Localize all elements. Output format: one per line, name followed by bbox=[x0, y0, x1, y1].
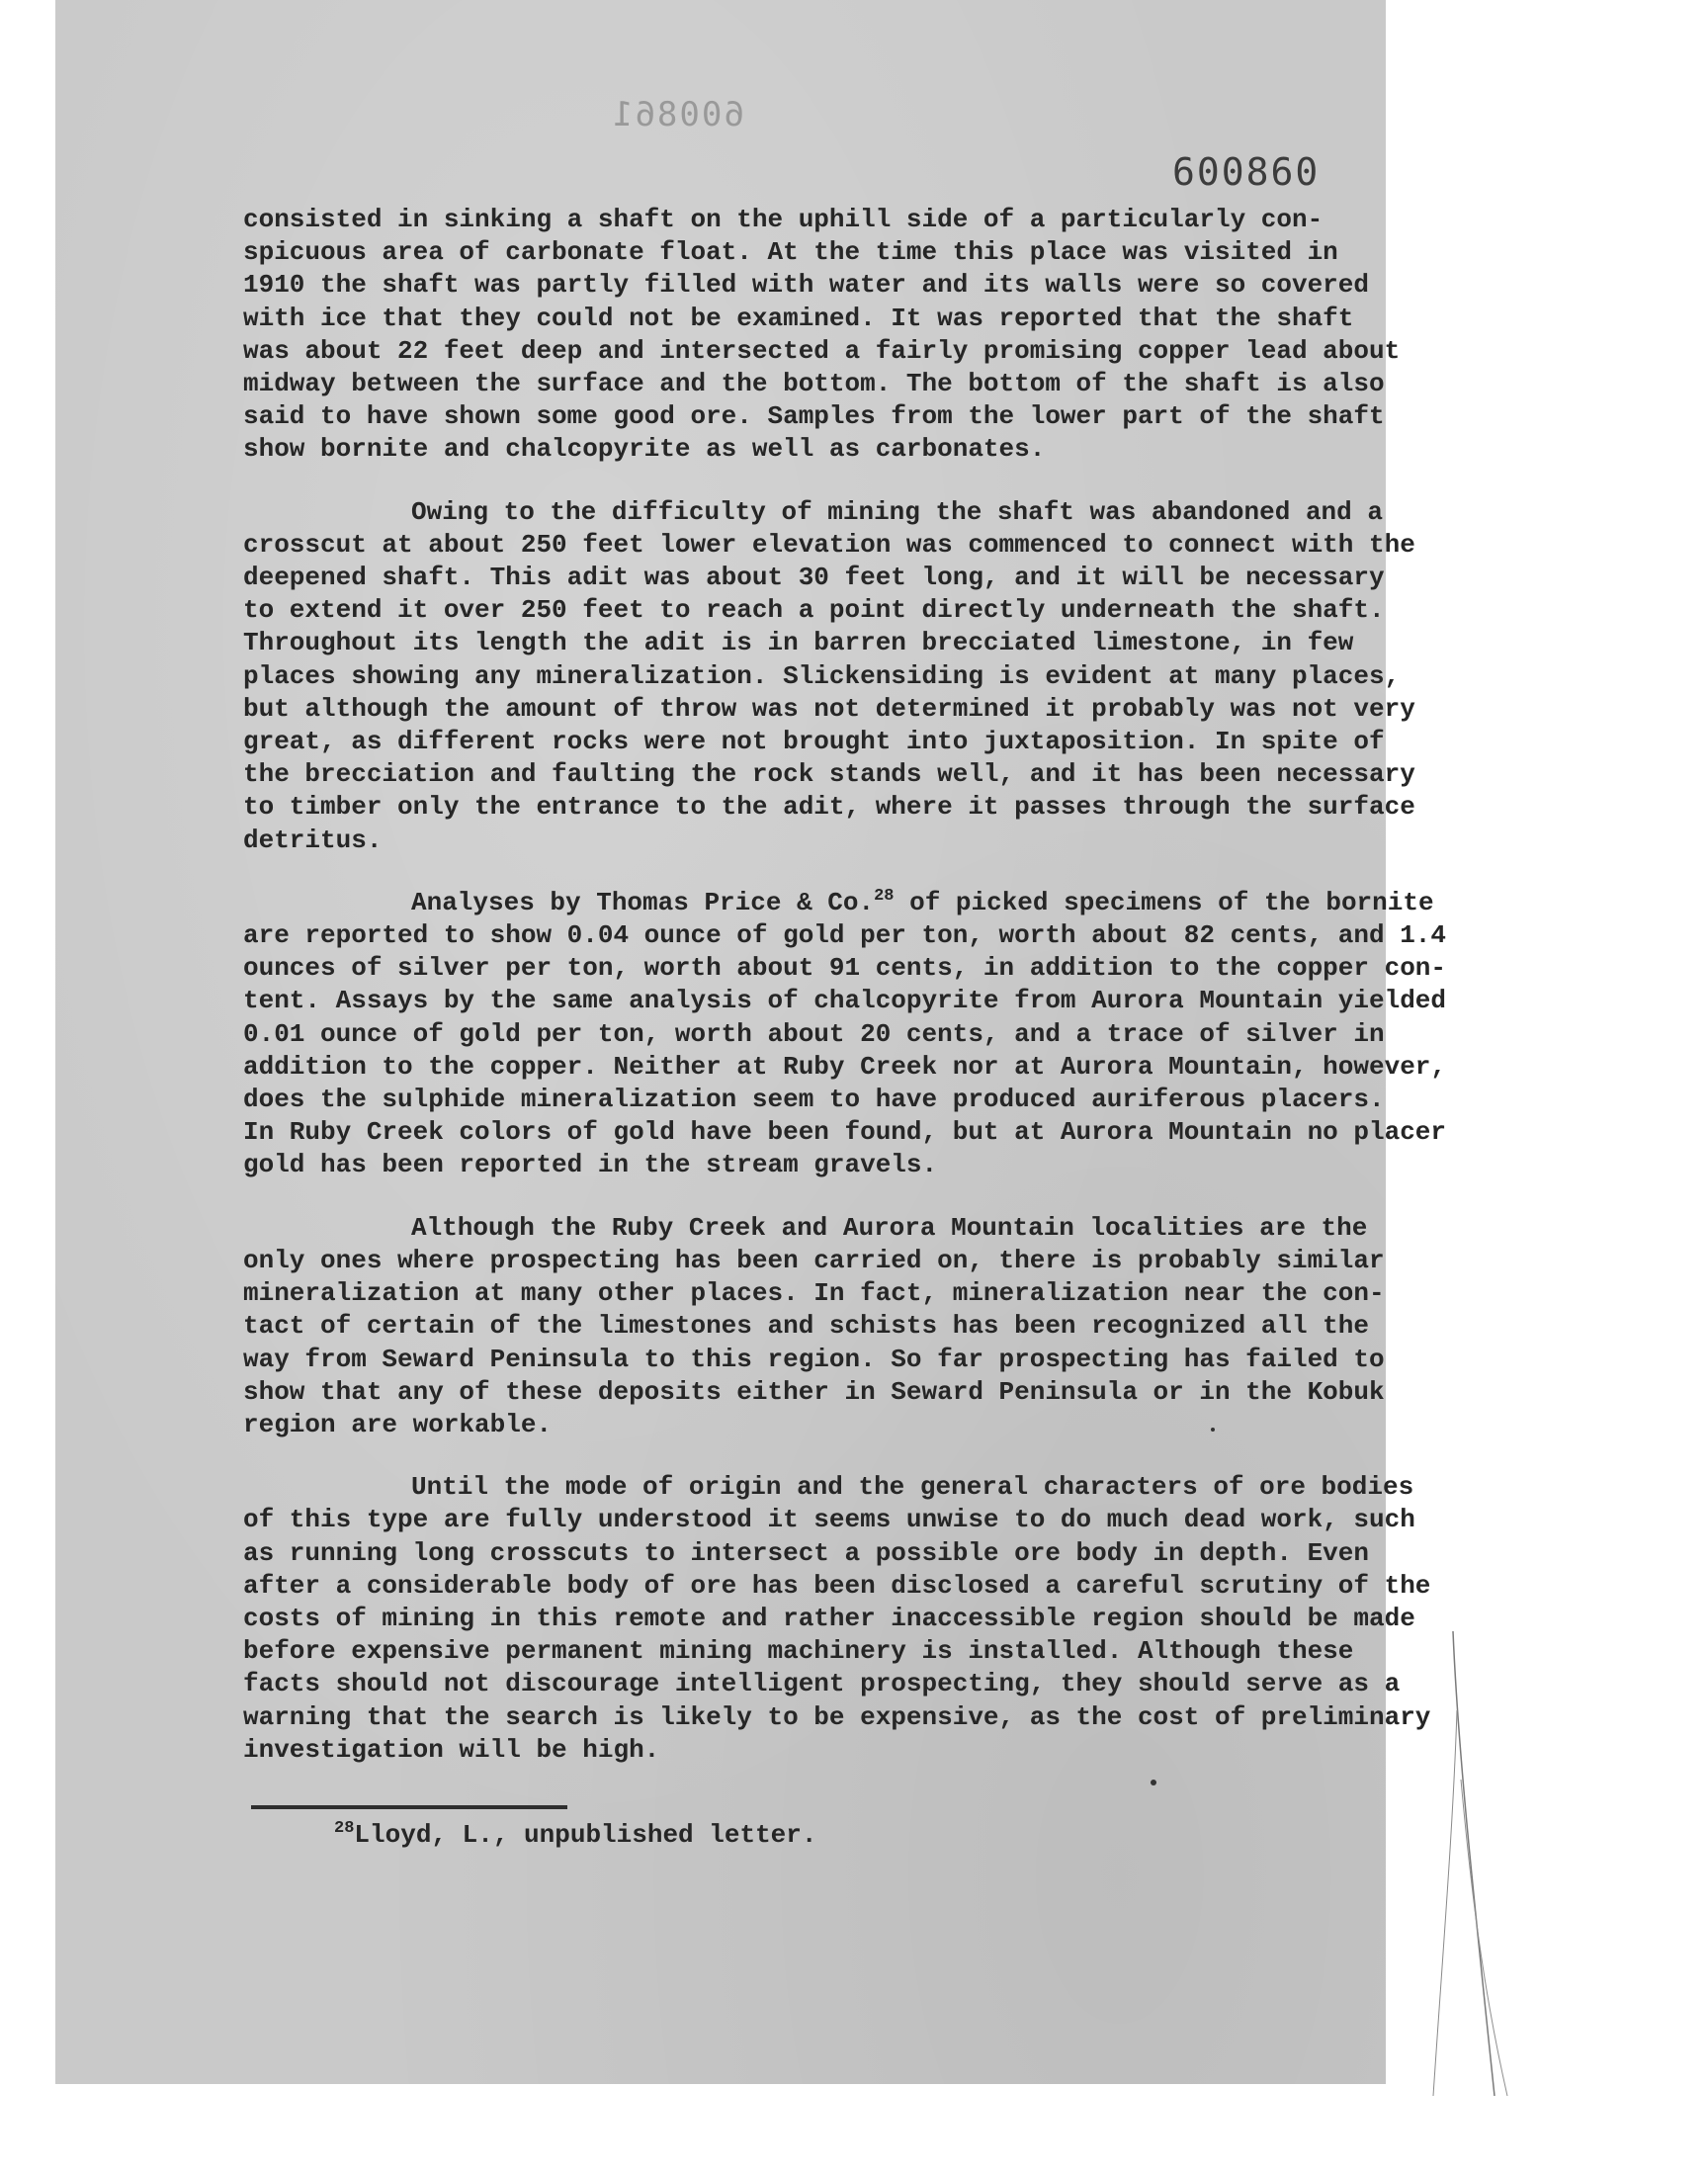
footnote-reference: 28 bbox=[874, 886, 895, 906]
text-line: was about 22 feet deep and intersected a fairly promising copper lead about bbox=[243, 335, 1401, 366]
text-line: with ice that they could not be examined. It was reported that the shaft bbox=[243, 303, 1354, 333]
text-line: midway between the surface and the bottom. The bottom of the shaft is also bbox=[243, 369, 1385, 399]
text-line: tact of certain of the limestones and schists has been recognized all the bbox=[243, 1311, 1369, 1342]
text-line: 1910 the shaft was partly filled with water and its walls were so covered bbox=[243, 270, 1369, 301]
paragraph-4 bbox=[243, 1212, 1558, 1441]
text-segment: Analyses by Thomas Price & Co. bbox=[411, 887, 875, 917]
footnote bbox=[334, 1819, 816, 1852]
text-line: tent. Assays by the same analysis of chalcopyrite from Aurora Mountain yielded bbox=[243, 986, 1446, 1016]
text-line: In Ruby Creek colors of gold have been found, but at Aurora Mountain no placer bbox=[243, 1117, 1446, 1148]
footnote-marker: 28 bbox=[334, 1819, 355, 1838]
text-line: crosscut at about 250 feet lower elevation was commenced to connect with the bbox=[243, 529, 1415, 560]
text-line: show that any of these deposits either in Seward Peninsula or in the Kobuk bbox=[243, 1376, 1385, 1407]
paper-crease-marks bbox=[1413, 1631, 1512, 2096]
ink-speck bbox=[1151, 1780, 1156, 1785]
text-line: said to have shown some good ore. Samples from the lower part of the shaft bbox=[243, 401, 1385, 432]
text-line: are reported to show 0.04 ounce of gold per ton, worth about 82 cents, and 1.4 bbox=[243, 920, 1446, 951]
text-line: Although the Ruby Creek and Aurora Mountain localities are the bbox=[411, 1212, 1368, 1243]
text-line: Throughout its length the adit is in barren brecciated limestone, in few bbox=[243, 628, 1354, 658]
text-line: does the sulphide mineralization seem to have produced auriferous placers. bbox=[243, 1085, 1385, 1115]
text-line-with-footnote-ref bbox=[243, 887, 1558, 919]
paragraph-5 bbox=[243, 1471, 1558, 1767]
text-line: deepened shaft. This adit was about 30 feet long, and it will be necessary bbox=[243, 563, 1385, 593]
footnote-text: Lloyd, L., unpublished letter. bbox=[354, 1820, 817, 1850]
text-line: facts should not discourage intelligent prospecting, they should serve as a bbox=[243, 1669, 1401, 1699]
text-line: 0.01 ounce of gold per ton, worth about 20 cents, and a trace of silver in bbox=[243, 1018, 1385, 1049]
text-line: spicuous area of carbonate float. At the time this place was visited in bbox=[243, 237, 1338, 268]
text-line: detritus. bbox=[243, 825, 383, 855]
text-line: consisted in sinking a shaft on the uphill side of a particularly con- bbox=[243, 205, 1324, 234]
text-line: places showing any mineralization. Slickensiding is evident at many places, bbox=[243, 660, 1401, 691]
text-line: ounces of silver per ton, worth about 91 cents, in addition to the copper con- bbox=[243, 953, 1446, 984]
text-line: before expensive permanent mining machinery is installed. Although these bbox=[243, 1636, 1354, 1667]
text-line: addition to the copper. Neither at Ruby Creek nor at Aurora Mountain, however, bbox=[243, 1051, 1446, 1082]
paragraph-1 bbox=[243, 204, 1558, 467]
text-line: costs of mining in this remote and rather inaccessible region should be made bbox=[243, 1603, 1415, 1633]
paragraph-2 bbox=[243, 496, 1558, 857]
text-line: Until the mode of origin and the general characters of ore bodies bbox=[411, 1472, 1414, 1503]
text-line: show bornite and chalcopyrite as well as carbonates. bbox=[243, 434, 1046, 465]
text-line: after a considerable body of ore has been disclosed a careful scrutiny of the bbox=[243, 1570, 1431, 1601]
document-body bbox=[243, 204, 1558, 1796]
text-line: but although the amount of throw was not determined it probably was not very bbox=[243, 693, 1415, 724]
text-line: to timber only the entrance to the adit, where it passes through the surface bbox=[243, 792, 1415, 823]
text-line: investigation will be high. bbox=[243, 1734, 660, 1765]
mirrored-stamp-number: 600861 bbox=[611, 95, 744, 134]
text-line: great, as different rocks were not brought into juxtaposition. In spite of bbox=[243, 727, 1385, 757]
text-line: mineralization at many other places. In fact, mineralization near the con- bbox=[243, 1278, 1385, 1309]
text-line: of this type are fully understood it seems unwise to do much dead work, such bbox=[243, 1505, 1415, 1535]
text-line: as running long crosscuts to intersect a possible ore body in depth. Even bbox=[243, 1537, 1369, 1568]
stamp-number: 600860 bbox=[1172, 150, 1321, 194]
text-line: only ones where prospecting has been carried on, there is probably similar bbox=[243, 1245, 1385, 1275]
text-segment: of picked specimens of the bornite bbox=[894, 887, 1434, 917]
text-line: region are workable. bbox=[243, 1409, 553, 1439]
ink-speck bbox=[1211, 1428, 1215, 1432]
footnote-divider bbox=[251, 1805, 567, 1809]
text-line: Owing to the difficulty of mining the shaft was abandoned and a bbox=[411, 496, 1383, 527]
text-line: the brecciation and faulting the rock stands well, and it has been necessary bbox=[243, 759, 1415, 790]
text-line: way from Seward Peninsula to this region. So far prospecting has failed to bbox=[243, 1344, 1385, 1374]
text-line: warning that the search is likely to be expensive, as the cost of preliminary bbox=[243, 1701, 1431, 1732]
paragraph-3 bbox=[243, 887, 1558, 1182]
text-line: to extend it over 250 feet to reach a point directly underneath the shaft. bbox=[243, 595, 1385, 626]
text-line: gold has been reported in the stream gravels. bbox=[243, 1150, 938, 1180]
